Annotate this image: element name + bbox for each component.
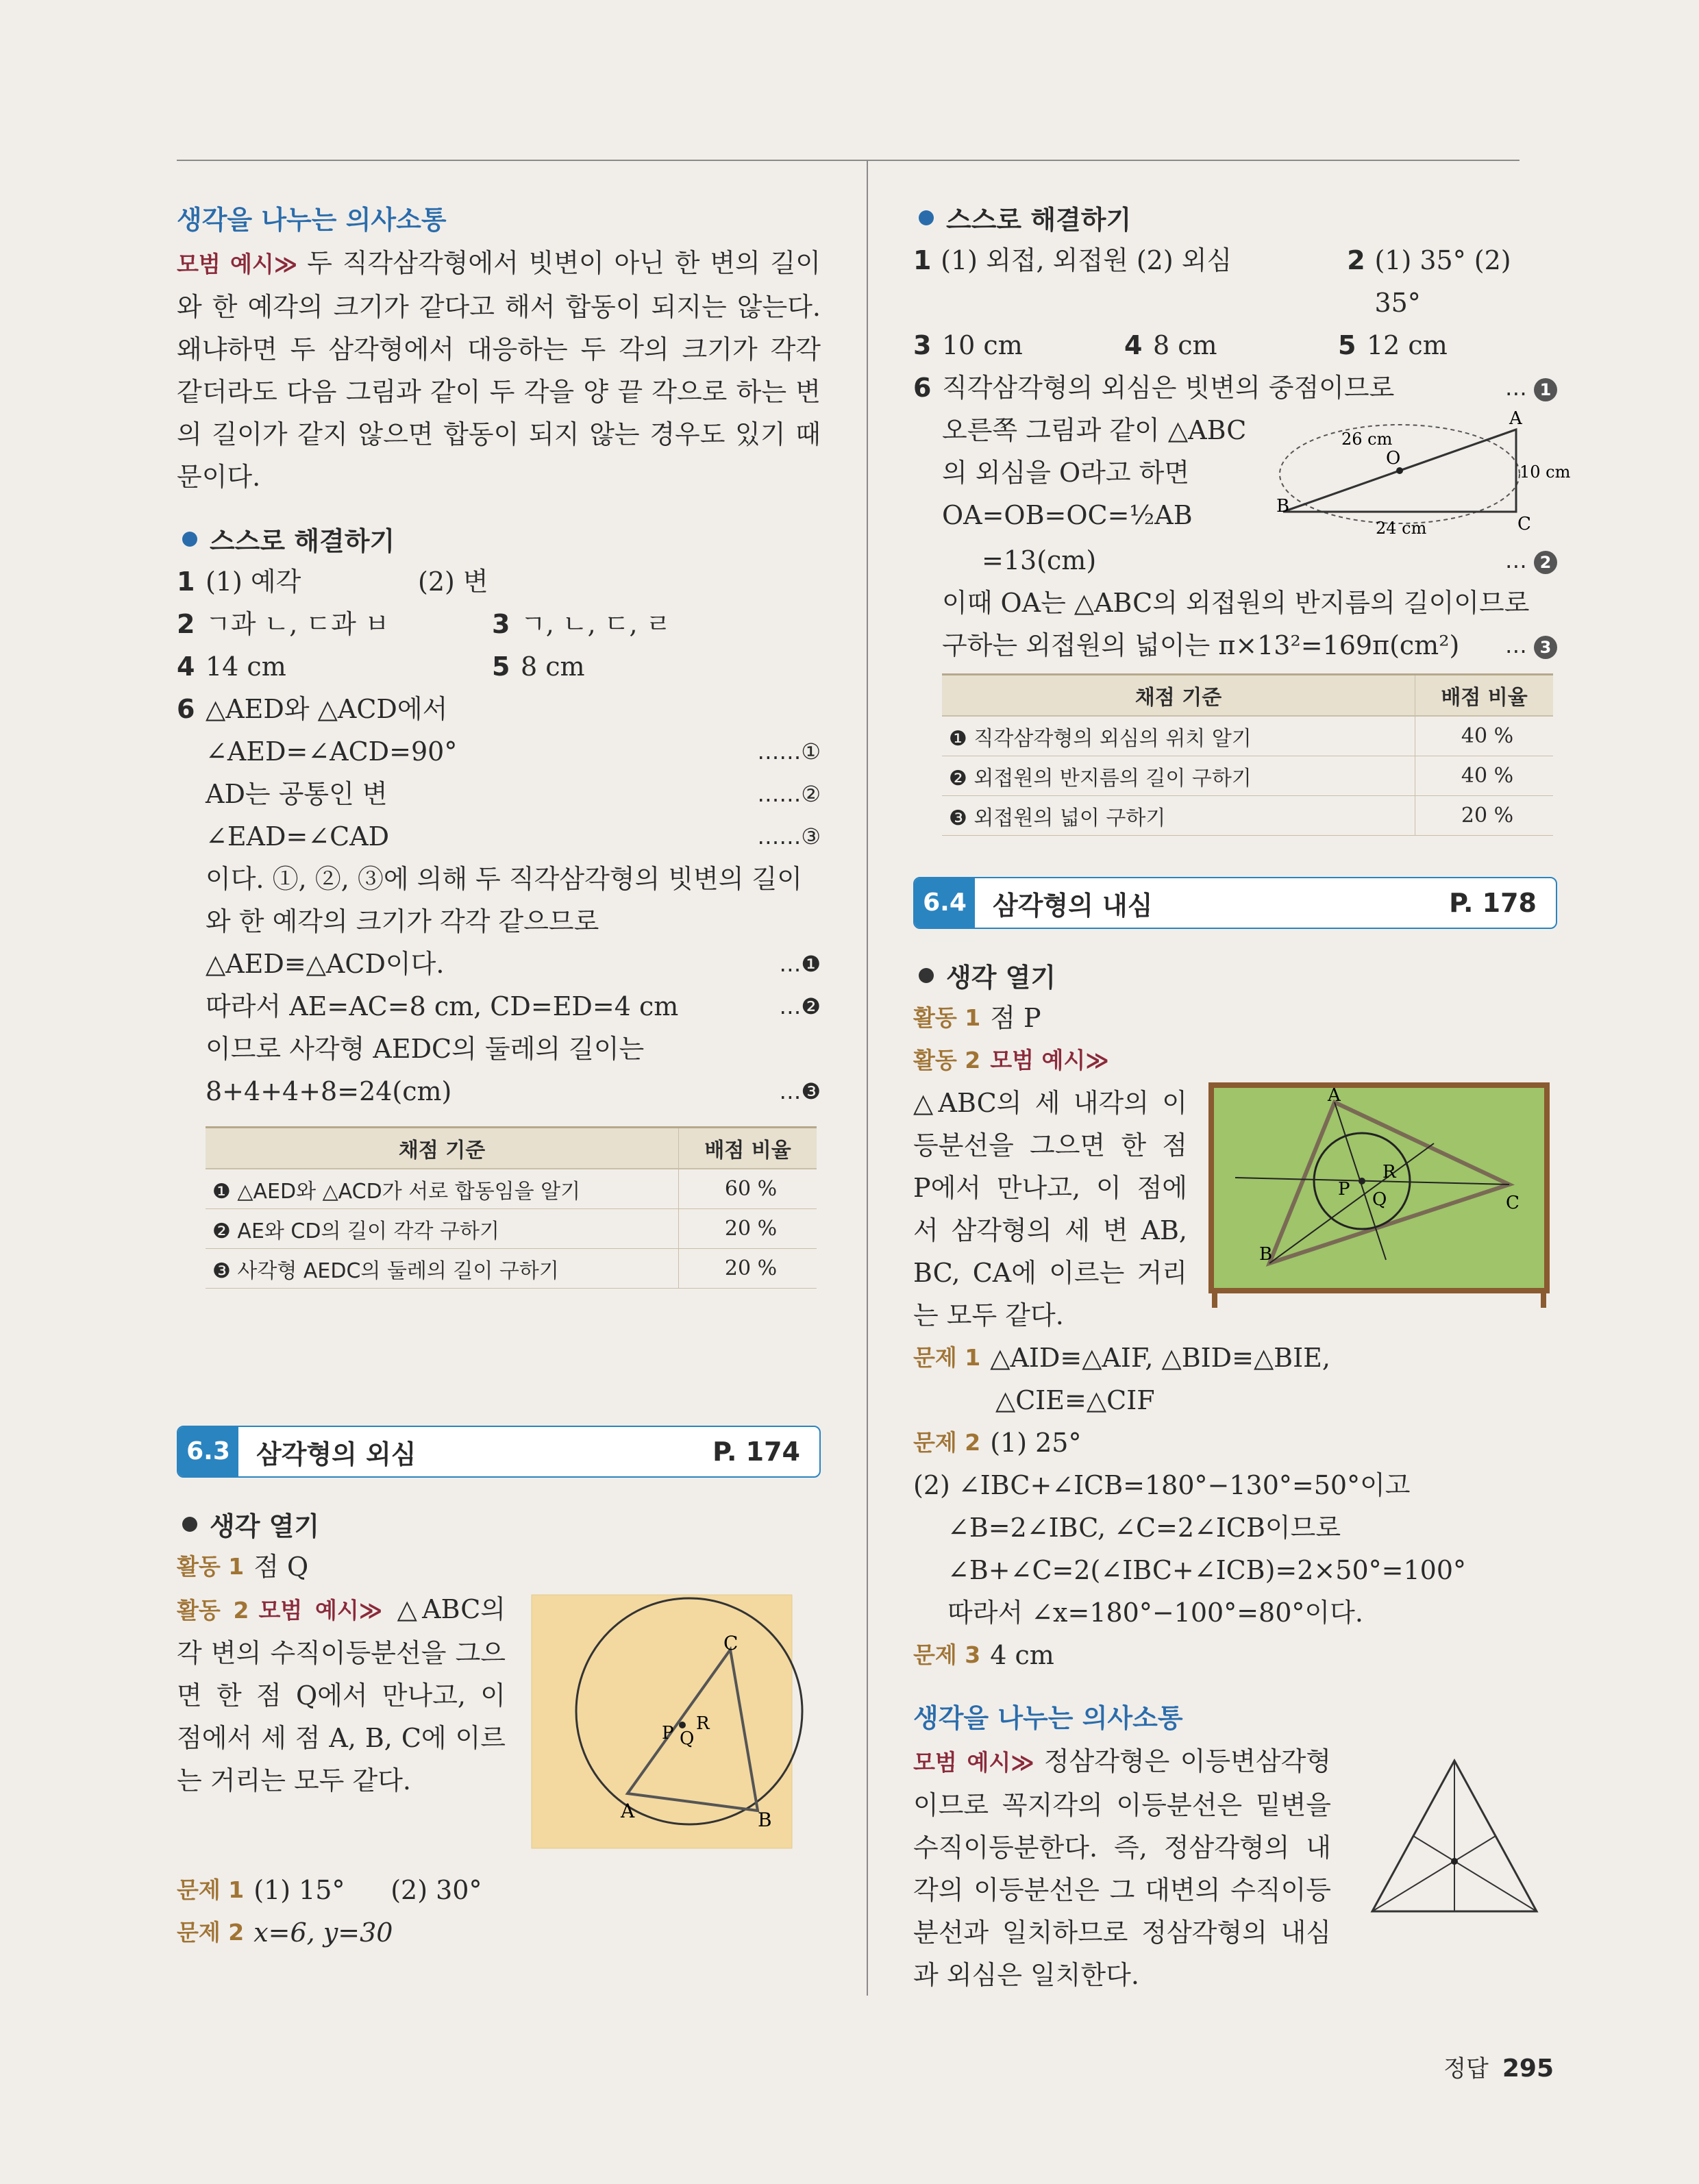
- left-column: [177, 192, 821, 1954]
- page-footer: 정답 295: [1443, 2055, 1554, 2083]
- answer-1-2: 1 (1) 외접, 외접원 (2) 외심 2 (1) 35° (2) 35°: [913, 245, 1511, 318]
- activity-2-block: △ABC의 세 내각의 이등분선을 그으면 한 점 P에서 만나고, 이 점에서 삼각형의 세 변 AB, BC, CA에 이르는 거리는 모두 같다. A B C P Q R: [913, 1082, 1557, 1337]
- top-rule: [177, 160, 1520, 161]
- table-header: 채점 기준: [942, 675, 1415, 717]
- table-header: 배점 비율: [1415, 675, 1554, 717]
- table-row: ❸ 사각형 AEDC의 둘레의 길이 구하기 20 %: [206, 1249, 817, 1289]
- svg-text:B: B: [1259, 1244, 1273, 1265]
- table-header: 채점 기준: [206, 1128, 679, 1169]
- equilateral-triangle-figure: [1359, 1754, 1550, 1932]
- circumcenter-map-figure: [525, 1588, 799, 1855]
- svg-text:R: R: [696, 1713, 710, 1734]
- incenter-map-figure: [1208, 1082, 1550, 1308]
- right-triangle-circumcircle-figure: [1276, 408, 1571, 539]
- table-row: ❶ 직각삼각형의 외심의 위치 알기 40 %: [942, 716, 1553, 756]
- svg-text:B: B: [1276, 496, 1290, 517]
- svg-text:O: O: [1386, 448, 1401, 469]
- activity-1: 활동 1 점 P: [913, 1003, 1041, 1033]
- solve-heading: 스스로 해결하기: [913, 199, 1557, 236]
- table-row: ❸ 외접원의 넓이 구하기 20 %: [942, 796, 1553, 836]
- think-heading: 생각 열기: [913, 956, 1557, 994]
- answer-2-3: 2 ㄱ과 ㄴ, ㄷ과 ㅂ 3 ㄱ, ㄴ, ㄷ, ㄹ: [177, 609, 671, 639]
- scoring-table: [206, 1126, 817, 1289]
- answer-6-l5: =13(cm) … 2: [913, 539, 1557, 582]
- example-label: 모범 예시≫: [177, 251, 298, 277]
- svg-text:10 cm: 10 cm: [1520, 462, 1571, 482]
- table-row: ❶ △AED와 △ACD가 서로 합동임을 알기 60 %: [206, 1169, 817, 1209]
- svg-text:A: A: [621, 1800, 635, 1822]
- answer-6-l7: 따라서 AE=AC=8 cm, CD=ED=4 cm …❷: [206, 991, 821, 1021]
- svg-text:Q: Q: [680, 1728, 695, 1749]
- problem-2-l3: ∠B+∠C=2(∠IBC+∠ICB)=2×50°=100°: [947, 1555, 1467, 1585]
- svg-text:B: B: [758, 1809, 772, 1831]
- answer-4-5: 4 14 cm 5 8 cm: [177, 652, 585, 682]
- answer-3-4-5: 3 10 cm 4 8 cm 5 12 cm: [913, 330, 1448, 360]
- table-row: ❷ 외접원의 반지름의 길이 구하기 40 %: [942, 756, 1553, 796]
- problem-2-l2: ∠B=2∠IBC, ∠C=2∠ICB이므로: [947, 1513, 1341, 1543]
- answer-6-l4: 이다. ①, ②, ③에 의해 두 직각삼각형의 빗변의 길이: [206, 864, 802, 894]
- svg-text:Q: Q: [1372, 1189, 1387, 1210]
- svg-text:C: C: [1506, 1193, 1520, 1213]
- answer-1: 1 (1) 예각 (2) 변: [177, 567, 488, 597]
- svg-text:A: A: [1509, 408, 1522, 429]
- problem-3: 문제 3 4 cm: [913, 1640, 1054, 1670]
- communication-text: 두 직각삼각형에서 빗변이 아닌 한 변의 길이와 한 예각의 크기가 같다고 해서 합동이 되지는 않는다. 왜냐하면 두 삼각형에서 대응하는 두 각의 크기가 각각 같더라도 다음 그림과 같이 두 각을 양 끝 각으로 하는 변의 길이가 같지 않으면 합동이 되지 않는 경우도 있기 때문이다.: [177, 248, 821, 492]
- activity-1: 활동 1 점 Q: [177, 1552, 309, 1582]
- answer-6-l6: △AED≡△ACD이다. …❶: [206, 949, 821, 979]
- problem-1: 문제 1 (1) 15° (2) 30°: [177, 1875, 482, 1905]
- svg-text:A: A: [1328, 1085, 1341, 1106]
- activity-2-block: 활동 2 모범 예시≫ △ABC의 각 변의 수직이등분선을 그으면 한 점 Q에서 만나고, 이 점에서 세 점 A, B, C에 이르는 거리는 모두 같다. C A B P Q R: [177, 1588, 821, 1855]
- two-right-triangles-figure: [177, 498, 821, 505]
- section-title: 생각을 나누는 의사소통: [177, 205, 447, 235]
- svg-text:P: P: [662, 1723, 674, 1744]
- svg-text:C: C: [723, 1632, 739, 1654]
- right-column: [913, 192, 1571, 1996]
- solve-heading: 스스로 해결하기: [177, 520, 821, 558]
- table-row: ❷ AE와 CD의 길이 각각 구하기 20 %: [206, 1209, 817, 1249]
- page-number: 295: [1502, 2055, 1554, 2083]
- section-title: 생각을 나누는 의사소통: [913, 1703, 1183, 1733]
- problem-2-l4: 따라서 ∠x=180°−100°=80°이다.: [947, 1598, 1363, 1628]
- problem-1-cont: △CIE≡△CIF: [995, 1385, 1155, 1415]
- column-divider: [867, 160, 868, 1996]
- svg-text:24 cm: 24 cm: [1376, 519, 1427, 538]
- svg-text:C: C: [1517, 514, 1531, 534]
- answer-6-l6: 이때 OA는 △ABC의 외접원의 반지름의 길이이므로: [942, 588, 1530, 618]
- answer-6-l9: 8+4+4+8=24(cm) …❸: [206, 1076, 821, 1106]
- answer-6-l1: 6 직각삼각형의 외심은 빗변의 중점이므로 … 1: [913, 367, 1557, 409]
- problem-2-l1: (2) ∠IBC+∠ICB=180°−130°=50°이고: [913, 1470, 1411, 1500]
- answer-6-figure-block: 오른쪽 그림과 같이 △ABC 의 외심을 O라고 하면 OA=OB=OC=½AB A B C O 26 cm 10 cm 24 cm: [942, 408, 1571, 538]
- scoring-table: [942, 673, 1553, 836]
- section-box-6-4: 6.4 삼각형의 내심 P. 178: [913, 877, 1557, 929]
- problem-2: 문제 2 x=6, y=30: [177, 1918, 393, 1948]
- svg-text:P: P: [1338, 1179, 1350, 1200]
- communication-block: 모범 예시≫ 정삼각형은 이등변삼각형이므로 꼭지각의 이등분선은 밑변을 수직이등분한다. 즉, 정삼각형의 내각의 이등분선은 그 대변의 수직이등분선과 일치하므로 정삼각형의 내심과 외심은 일치한다.: [913, 1740, 1557, 1996]
- answer-6-l1: ∠AED=∠ACD=90° ……①: [206, 736, 821, 767]
- answer-6-l8: 이므로 사각형 AEDC의 둘레의 길이는: [206, 1034, 645, 1064]
- answer-6-l0: 6 △AED와 △ACD에서: [177, 694, 448, 724]
- answer-6-l2: AD는 공통인 변 ……②: [206, 779, 821, 809]
- section-box-6-3: 6.3 삼각형의 외심 P. 174: [177, 1426, 821, 1478]
- think-heading: 생각 열기: [177, 1505, 821, 1543]
- svg-text:26 cm: 26 cm: [1341, 430, 1393, 449]
- answer-6-l3: ∠EAD=∠CAD ……③: [206, 821, 821, 852]
- answer-6-l5: 와 한 예각의 크기가 각각 같으므로: [206, 906, 599, 936]
- problem-1: 문제 1 △AID≡△AIF, △BID≡△BIE,: [913, 1343, 1330, 1373]
- answer-6-l7: 구하는 외접원의 넓이는 π×13²=169π(cm²) … 3: [913, 624, 1557, 667]
- svg-text:R: R: [1382, 1162, 1396, 1182]
- table-header: 배점 비율: [679, 1128, 817, 1169]
- problem-2: 문제 2 (1) 25°: [913, 1428, 1082, 1458]
- activity-2-label: 활동 2 모범 예시≫: [913, 1047, 1109, 1074]
- communication-paragraph: [177, 242, 821, 498]
